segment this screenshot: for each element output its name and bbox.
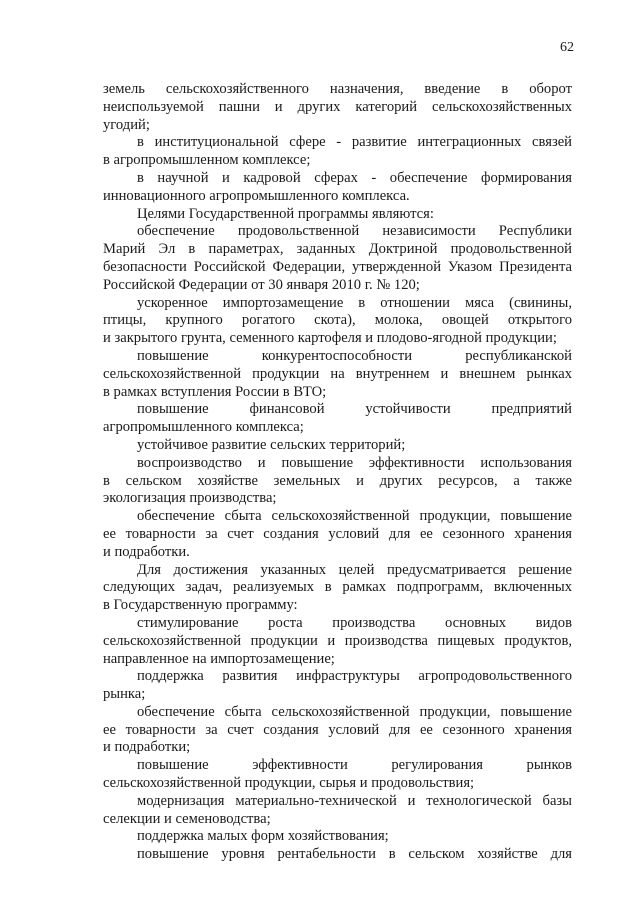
- text-line: поддержка развития инфраструктуры агропродовольственного: [137, 668, 572, 685]
- page-number: 62: [560, 40, 574, 55]
- paragraph: [103, 295, 572, 348]
- text-line: Целями Государственной программы являются:: [137, 205, 434, 222]
- text-line: направленное на импортозамещение;: [103, 650, 335, 667]
- text-line: воспроизводство и повышение эффективности использования: [137, 454, 572, 471]
- paragraph: [103, 223, 572, 294]
- text-line: неиспользуемой пашни и других категорий сельскохозяйственных: [103, 98, 572, 115]
- text-line: повышение финансовой устойчивости предприятий: [137, 401, 572, 418]
- text-line: сельскохозяйственной продукции и производства пищевых продуктов,: [103, 632, 572, 649]
- text-line: и подработки;: [103, 739, 191, 756]
- text-line: инновационного агропромышленного комплекса.: [103, 187, 410, 204]
- text-line: и закрытого грунта, семенного картофеля и плодово-ягодной продукции;: [103, 330, 557, 347]
- text-line: агропромышленного комплекса;: [103, 419, 304, 436]
- text-line: ее товарности за счет создания условий для ее сезонного хранения: [103, 525, 572, 542]
- text-line: следующих задач, реализуемых в рамках подпрограмм, включенных: [103, 579, 572, 596]
- paragraph: [103, 846, 572, 864]
- text-line: стимулирование роста производства основных видов: [137, 614, 572, 631]
- paragraph: [103, 704, 572, 757]
- paragraph: [103, 437, 572, 455]
- text-line: земель сельскохозяйственного назначения, введение в оборот: [103, 81, 572, 97]
- text-line: птицы, крупного рогатого скота), молока, овощей открытого: [103, 312, 572, 329]
- paragraph: [103, 508, 572, 561]
- text-line: повышение эффективности регулирования рынков: [137, 757, 572, 774]
- text-line: сельскохозяйственной продукции, сырья и продовольствия;: [103, 775, 475, 792]
- paragraph: [103, 206, 572, 224]
- text-line: модернизация материально-технической и технологической базы: [137, 792, 572, 809]
- text-line: и подработки.: [103, 543, 190, 560]
- paragraph: [103, 828, 572, 846]
- paragraph: [103, 134, 572, 170]
- text-line: сельскохозяйственной продукции на внутреннем и внешнем рынках: [103, 365, 572, 382]
- text-line: ускоренное импортозамещение в отношении мяса (свинины,: [137, 294, 572, 311]
- document-body: [103, 81, 572, 864]
- paragraph: [103, 170, 572, 206]
- text-line: в рамках вступления России в ВТО;: [103, 383, 327, 400]
- text-line: в научной и кадровой сферах - обеспечение формирования: [137, 169, 572, 186]
- text-line: повышение конкурентоспособности республиканской: [137, 347, 572, 364]
- text-line: Марий Эл в параметрах, заданных Доктриной продовольственной: [103, 241, 572, 258]
- text-line: обеспечение сбыта сельскохозяйственной продукции, повышение: [137, 508, 572, 525]
- paragraph: [103, 562, 572, 615]
- text-line: безопасности Российской Федерации, утвержденной Указом Президента: [103, 258, 572, 275]
- text-line: селекции и семеноводства;: [103, 810, 271, 827]
- paragraph: [103, 348, 572, 401]
- text-line: Для достижения указанных целей предусматривается решение: [137, 561, 572, 578]
- paragraph: [103, 401, 572, 437]
- text-line: повышение уровня рентабельности в сельском хозяйстве для: [137, 846, 572, 863]
- text-line: в институциональной сфере - развитие интеграционных связей: [137, 134, 572, 151]
- paragraph: [103, 455, 572, 508]
- paragraph: [103, 793, 572, 829]
- paragraph: [103, 81, 572, 134]
- text-line: обеспечение продовольственной независимости Республики: [137, 223, 572, 240]
- text-line: экологизация производства;: [103, 490, 277, 507]
- text-line: обеспечение сбыта сельскохозяйственной продукции, повышение: [137, 703, 572, 720]
- text-line: рынка;: [103, 686, 146, 703]
- text-line: в сельском хозяйстве земельных и других ресурсов, а также: [103, 472, 572, 489]
- text-line: поддержка малых форм хозяйствования;: [137, 828, 389, 845]
- paragraph: [103, 615, 572, 668]
- text-line: в Государственную программу:: [103, 597, 298, 614]
- text-line: ее товарности за счет создания условий для ее сезонного хранения: [103, 721, 572, 738]
- paragraph: [103, 757, 572, 793]
- text-line: устойчивое развитие сельских территорий;: [137, 436, 406, 453]
- text-line: угодий;: [103, 116, 150, 133]
- text-line: Российской Федерации от 30 января 2010 г. № 120;: [103, 276, 420, 293]
- paragraph: [103, 668, 572, 704]
- text-line: в агропромышленном комплексе;: [103, 152, 311, 169]
